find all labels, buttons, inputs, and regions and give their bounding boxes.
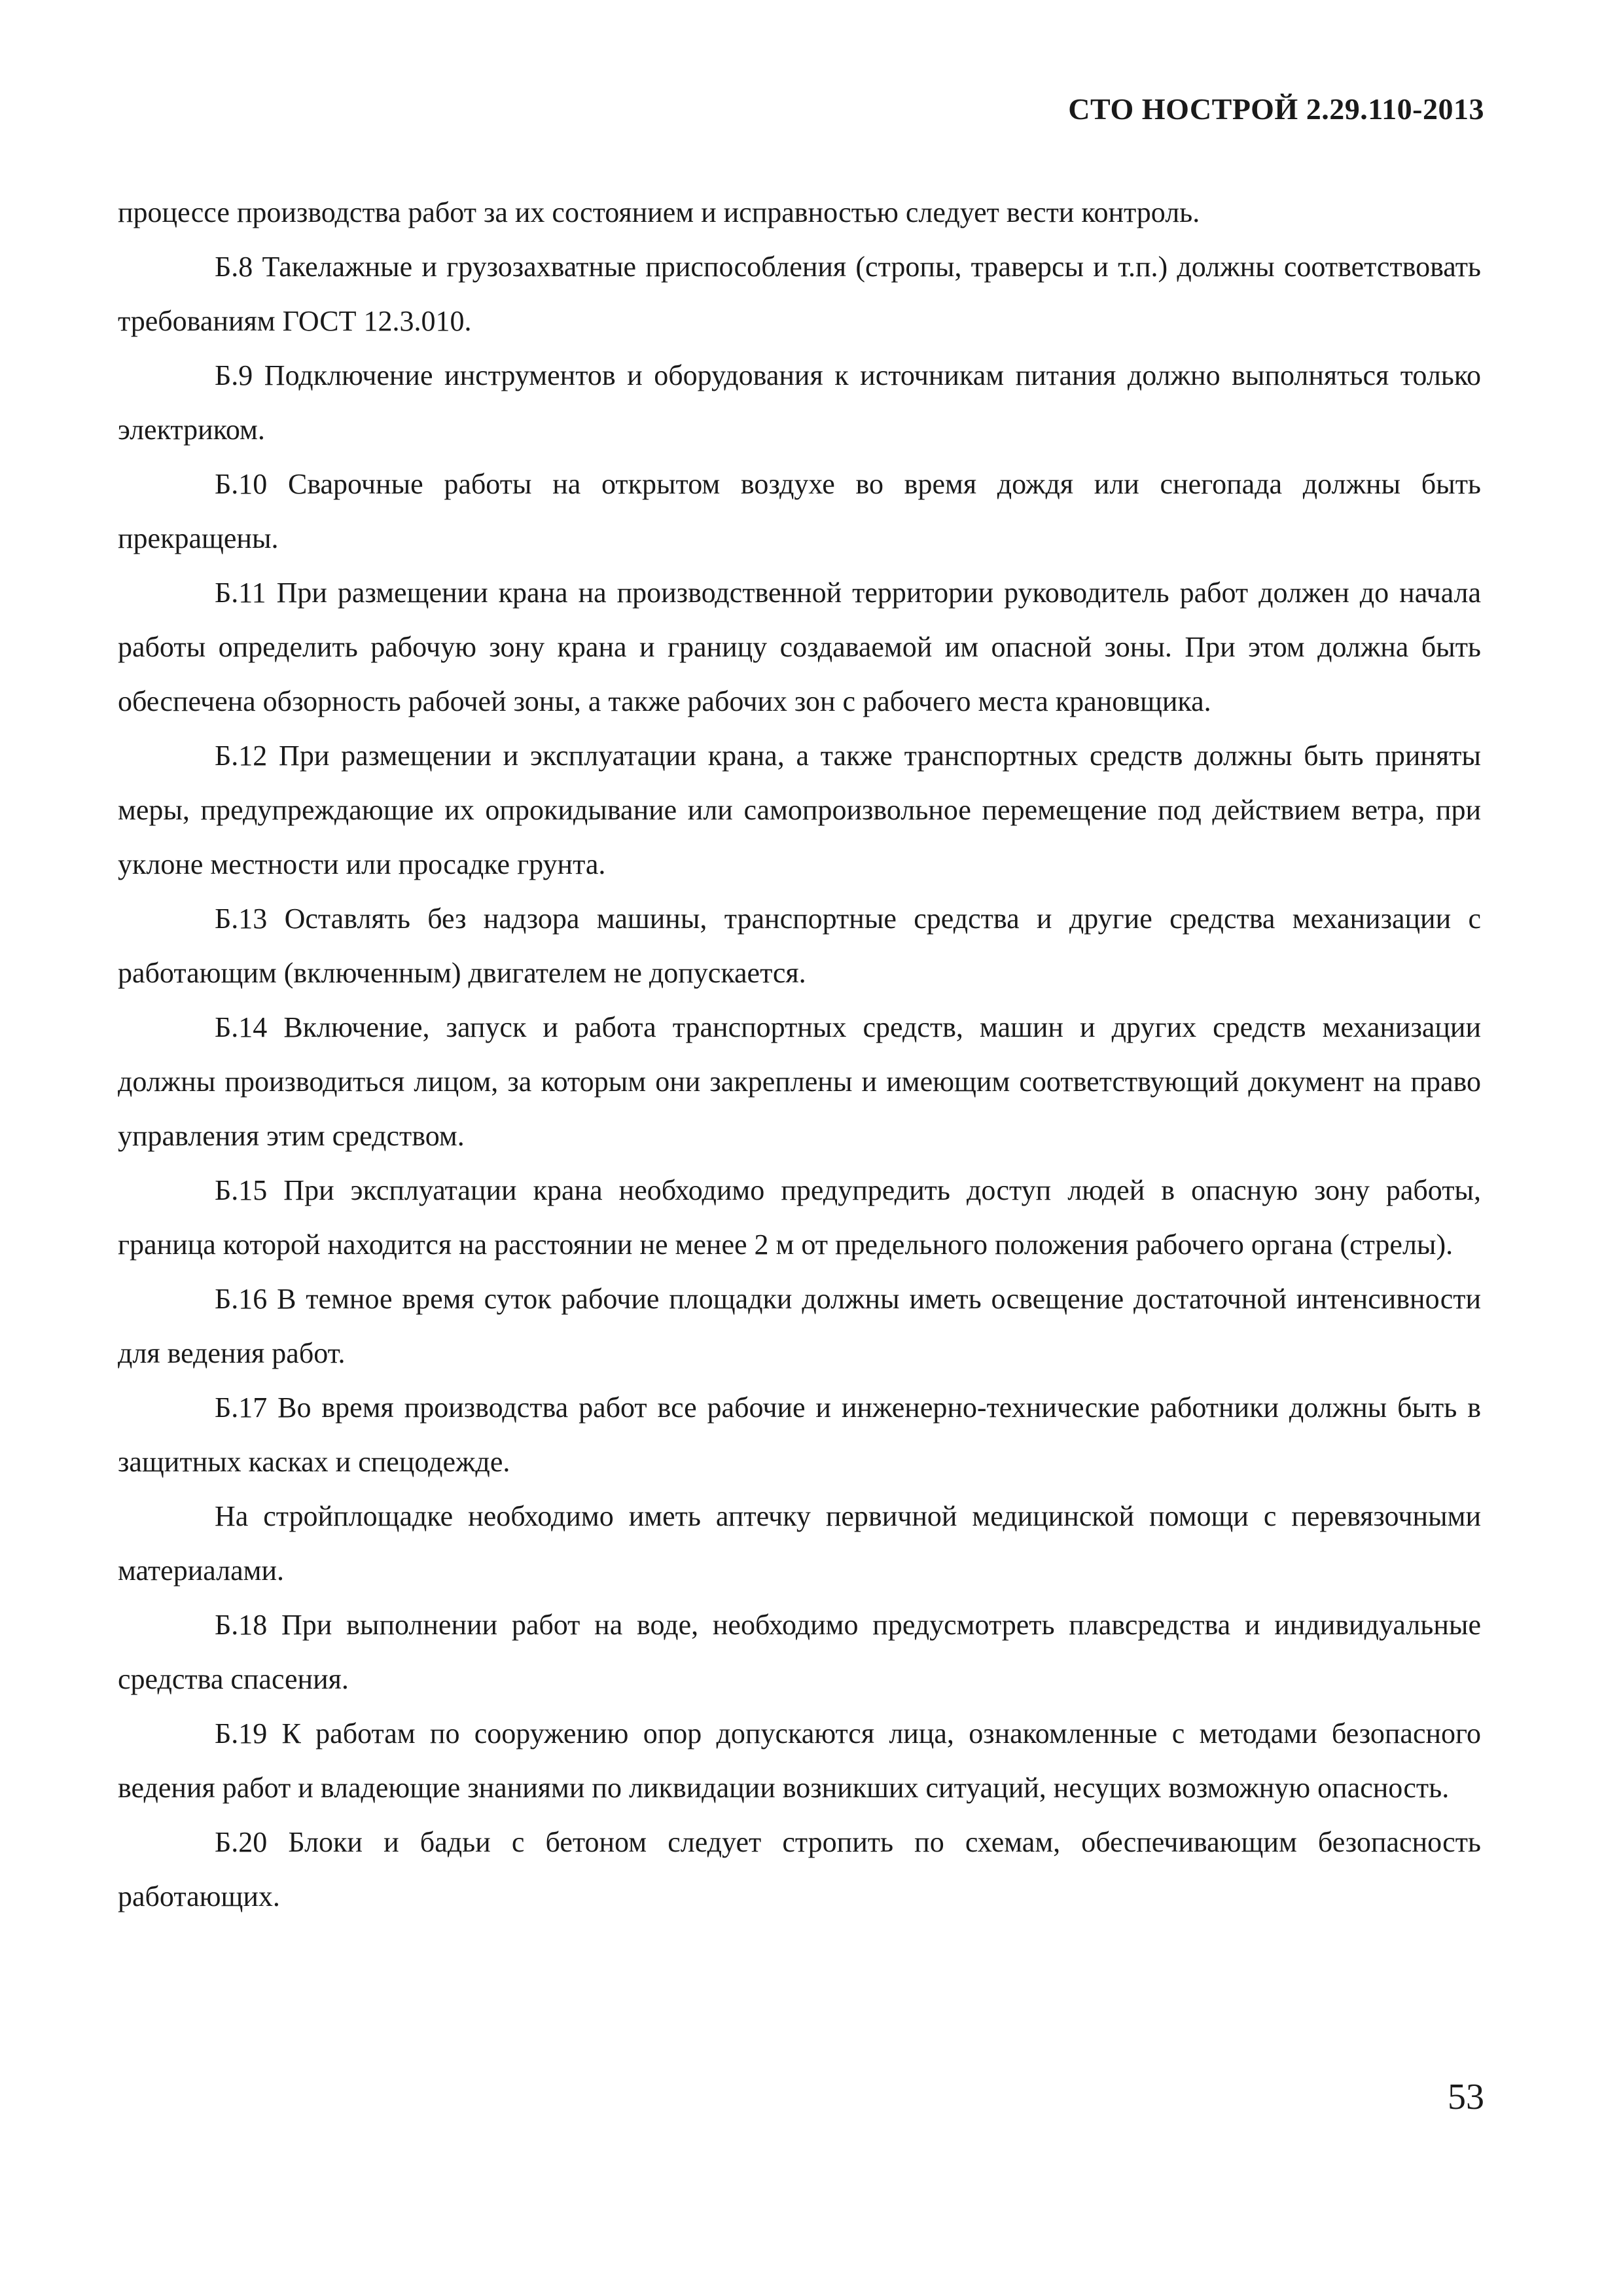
- paragraph-b17: Б.17 Во время производства работ все рабочие и инженерно-технические работники должны быть в защитных касках и спецодежде.: [118, 1391, 1481, 1478]
- document-body: [118, 185, 1481, 1924]
- document-header: СТО НОСТРОЙ 2.29.110-2013: [1068, 92, 1484, 126]
- paragraph-b12: Б.12 При размещении и эксплуатации крана, а также транспортных средств должны быть приняты меры, предупреждающие их опрокидывание или самопроизвольное перемещение под действием ветра, при уклоне местности или просадке грунта.: [118, 740, 1481, 880]
- paragraph-b16: Б.16 В темное время суток рабочие площадки должны иметь освещение достаточной интенсивности для ведения работ.: [118, 1283, 1481, 1369]
- paragraph-continuation: процессе производства работ за их состоянием и исправностью следует вести контроль.: [118, 196, 1200, 228]
- paragraph-b13: Б.13 Оставлять без надзора машины, транспортные средства и другие средства механизации с работающим (включенным) двигателем не допускается.: [118, 903, 1481, 989]
- paragraph-b17-first-aid: На стройплощадке необходимо иметь аптечку первичной медицинской помощи с перевязочными материалами.: [118, 1500, 1481, 1587]
- paragraph-b19: Б.19 К работам по сооружению опор допускаются лица, ознакомленные с методами безопасного ведения работ и владеющие знаниями по ликвидации возникших ситуаций, несущих возможную опасность.: [118, 1717, 1481, 1804]
- paragraph-b10: Б.10 Сварочные работы на открытом воздухе во время дождя или снегопада должны быть прекращены.: [118, 468, 1481, 554]
- paragraph-b18: Б.18 При выполнении работ на воде, необходимо предусмотреть плавсредства и индивидуальные средства спасения.: [118, 1609, 1481, 1695]
- paragraph-b14: Б.14 Включение, запуск и работа транспортных средств, машин и других средств механизации должны производиться лицом, за которым они закреплены и имеющим соответствующий документ на право управления этим средством.: [118, 1011, 1481, 1152]
- paragraph-b9: Б.9 Подключение инструментов и оборудования к источникам питания должно выполняться только электриком.: [118, 359, 1481, 446]
- paragraph-b20: Б.20 Блоки и бадьи с бетоном следует стропить по схемам, обеспечивающим безопасность работающих.: [118, 1826, 1481, 1912]
- paragraph-b15: Б.15 При эксплуатации крана необходимо предупредить доступ людей в опасную зону работы, граница которой находится на расстоянии не менее 2 м от предельного положения рабочего органа (стрелы).: [118, 1174, 1481, 1261]
- page-number: 53: [1448, 2077, 1484, 2117]
- paragraph-b11: Б.11 При размещении крана на производственной территории руководитель работ должен до начала работы определить рабочую зону крана и границу создаваемой им опасной зоны. При этом должна быть обеспечена обзорность рабочей зоны, а также рабочих зон с рабочего места крановщика.: [118, 577, 1481, 717]
- paragraph-b8: Б.8 Такелажные и грузозахватные приспособления (стропы, траверсы и т.п.) должны соответствовать требованиям ГОСТ 12.3.010.: [118, 251, 1481, 337]
